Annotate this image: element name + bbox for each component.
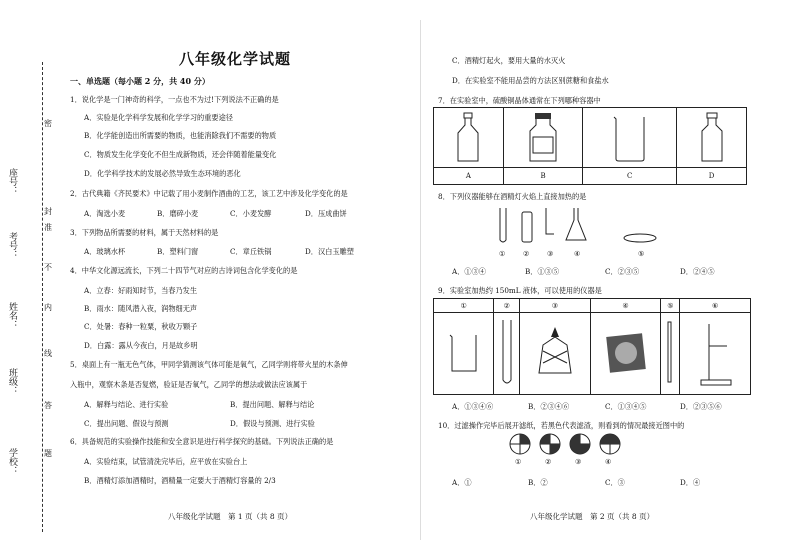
seal-char: 准 [44,223,52,232]
option: A．玻璃水杯 [84,247,126,256]
binding-margin [0,0,60,552]
q9-num: ③ [520,299,591,313]
wide-mouth-bottle-icon [527,111,559,163]
q7-table [433,107,747,185]
filter-paper-icon [540,434,560,454]
exam-no-field: 考号： [7,232,17,259]
q8-apparatus [490,204,670,248]
option: D．汉白玉雕塑 [305,247,354,256]
option: A．淘选小麦 [84,209,126,218]
filter-paper-figures [508,432,628,456]
beaker-icon [611,111,649,163]
option: B．②③④⑥ [528,402,570,411]
page-title: 八年级化学试题 [178,50,291,68]
q8-num: ⑤ [638,249,645,258]
question-1: 1．说化学是一门神奇的科学，一点也不为过!下列说法不正确的是 [70,95,279,104]
seal-line [42,62,43,532]
q7-label: B [503,168,582,185]
narrow-mouth-bottle-icon [454,111,482,163]
q9-num: ④ [590,299,661,313]
option: A．实验是化学科学发展和化学学习的重要途径 [84,113,233,122]
option: D．②④⑤ [680,267,715,276]
q9-num: ① [434,299,494,313]
q8-num: ② [523,249,530,258]
seal-char: 不 [44,263,52,272]
seal-char: 答 [44,401,52,410]
seal-char: 封 [44,207,52,216]
option: A．立春：好雨知时节，当春乃发生 [84,286,198,295]
option: C．物质发生化学变化不但生成新物质，还会伴随着能量变化 [84,150,277,159]
q7-cell-a [434,108,504,168]
option: A．①③④⑥ [452,402,494,411]
q8-num: ③ [547,249,554,258]
asbestos-net-icon [606,333,646,373]
option: C．酒精灯起火，要用大量的水灭火 [452,56,566,65]
option: A．① [452,478,472,487]
seat-no-field: 座号： [7,168,17,195]
question-10: 10．过滤操作完毕后展开滤纸，若黑色代表滤渣，则看到的情况最接近图中的 [438,421,685,430]
iron-stand-icon [695,318,735,388]
option: B．提出问题、解释与结论 [230,400,315,409]
test-tube-icon [500,318,514,388]
seal-char: 线 [44,349,52,358]
q10-num: ③ [575,457,582,466]
option: B．酒精灯添加酒精时，酒精量一定要大于酒精灯容量的 2/3 [84,476,276,485]
option: D．化学科学技术的发展必然导致生态环境的恶化 [84,169,241,178]
filter-paper-icon [510,434,530,454]
option: C．提出问题、假设与预测 [84,419,169,428]
question-5: 5．桌面上有一瓶无色气体，甲同学猜测该气体可能是氧气，乙同学则将带火星的木条伸 [70,360,348,369]
q8-num: ① [499,249,506,258]
option: B．雨水：随风潜入夜，润物细无声 [84,304,198,313]
question-2: 2．古代典籍《齐民要术》中记载了用小麦制作酒曲的工艺，该工艺中涉及化学变化的是 [70,189,348,198]
page-divider [420,20,421,540]
combustion-spoon-icon [546,208,554,234]
option: C．小麦发酵 [230,209,272,218]
footer-left: 八年级化学试题 第 1 页（共 8 页） [168,512,293,521]
option: B．② [528,478,548,487]
option: D．假设与预测、进行实验 [230,419,315,428]
option: C．③ [605,478,625,487]
q9-num: ⑤ [661,299,680,313]
q7-label: D [677,168,747,185]
reagent-bottle-icon [698,111,726,163]
footer-right: 八年级化学试题 第 2 页（共 8 页） [530,512,655,521]
conical-flask-icon [566,208,586,240]
option: B．磨碎小麦 [157,209,199,218]
seal-char: 密 [44,119,52,128]
q9-table [433,298,751,395]
name-field: 姓名： [7,302,17,329]
section-heading: 一、单选题（每小题 2 分，共 40 分） [70,76,210,86]
option: A．实验结束，试管清洗完毕后，应平放在实验台上 [84,457,248,466]
graduated-cylinder-icon [522,212,532,242]
option: A．①③④ [452,267,486,276]
question-4: 4．中华文化源远流长，下列二十四节气对应的古诗词包含化学变化的是 [70,266,298,275]
seal-char: 题 [44,449,52,458]
option: C．处暑：春种一粒粟，秋收万颗子 [84,322,198,331]
seal-char: 内 [44,303,52,312]
option: B．塑料门窗 [157,247,199,256]
question-8: 8．下列仪器能够在酒精灯火焰上直接加热的是 [438,192,587,201]
question-9: 9．实验室加热约 150mL 液体，可以使用的仪器是 [438,286,602,295]
beaker-icon [447,331,481,375]
test-tube-holder-icon [665,318,675,388]
question-7: 7．在实验室中，硫酸铜晶体通常在下列哪种容器中 [438,96,601,105]
option: D．在实验室不能用品尝的方法区别蔗糖和食盐水 [452,76,609,85]
evaporating-dish-icon [624,234,656,242]
option: B．①③⑤ [525,267,560,276]
option: C．章丘铁锅 [230,247,272,256]
option: C．①③④⑤ [605,402,647,411]
school-field: 学校： [7,448,17,475]
option: C．②③⑤ [605,267,640,276]
q10-num: ② [545,457,552,466]
filter-paper-icon [570,434,590,454]
q10-num: ① [515,457,522,466]
filter-paper-icon [600,434,620,454]
q9-num: ② [494,299,520,313]
option: D．压成曲饼 [305,209,347,218]
option: B．化学能创造出所需要的物质，也能消除我们不需要的物质 [84,131,277,140]
q7-cell-b [503,108,582,168]
q8-num: ④ [574,249,581,258]
question-3: 3．下列物品所需要的材料，属于天然材料的是 [70,228,219,237]
q7-cell-d [677,108,747,168]
question-6: 6．具备规范的实验操作技能和安全意识是进行科学探究的基础。下列说法正确的是 [70,437,334,446]
q10-num: ④ [605,457,612,466]
q7-label: C [583,168,677,185]
q7-label: A [434,168,504,185]
option: D．②③⑤⑥ [680,402,722,411]
question-5-cont: 入瓶中，观察木条是否复燃，验证是否氧气，乙同学的想法或做法应该属于 [70,380,308,389]
option: D．白露：露从今夜白，月是故乡明 [84,341,198,350]
class-field: 班级： [7,368,17,395]
test-tube-icon [500,208,506,242]
q7-cell-c [583,108,677,168]
option: A．解释与结论、进行实验 [84,400,169,409]
q9-num: ⑥ [680,299,751,313]
option: D．④ [680,478,701,487]
alcohol-lamp-icon [535,323,575,383]
